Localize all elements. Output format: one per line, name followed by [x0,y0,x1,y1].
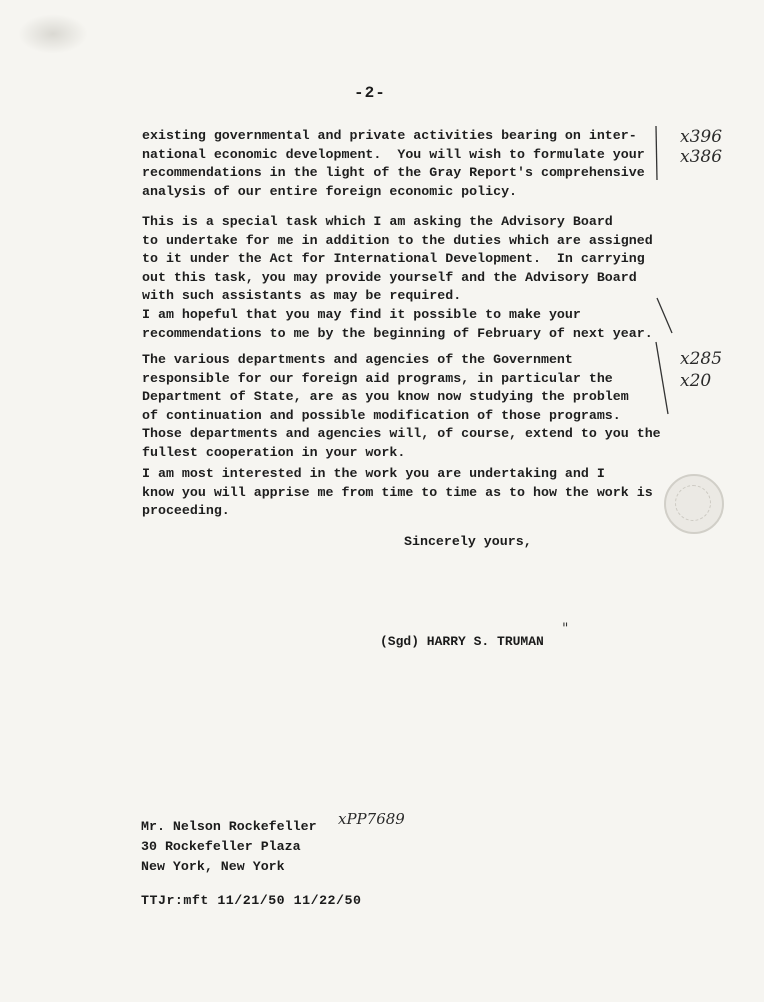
handwritten-address-note: xPP7689 [338,810,405,828]
paragraph-3: I am hopeful that you may find it possible to make your recommendations to me by the beginning of February of next year. [142,307,653,341]
paragraph-5: I am most interested in the work you are undertaking and I know you will apprise me from time to time as to how the work is proceeding. [142,466,653,518]
handwritten-note-1: x396 [680,127,723,147]
reference-initials: TTJr:mft 11/21/50 11/22/50 [141,893,362,908]
paragraph-4: The various departments and agencies of the Government responsible for our foreign aid programs, in particular the Department of State, are as you know now studying the problem of continuation and possible modification of those programs. Those departments and agencies will, of course, extend to you the fullest cooperation in your work. [142,352,661,460]
paper-smudge [18,14,88,54]
page-number: -2- [354,84,386,102]
handwritten-note-4: x20 [680,371,712,391]
handwritten-note-3: x285 [680,349,723,369]
signature: (Sgd) HARRY S. TRUMAN [380,634,544,649]
paragraph-1: existing governmental and private activities bearing on inter- national economic development. You will wish to formulate your recommendations in the light of the Gray Report's comprehensive analysis of our entire foreign economic policy. [142,128,645,199]
recipient-address [141,817,317,877]
closing: Sincerely yours, [404,534,532,549]
signature-mark: " [562,621,569,637]
recipient-street: 30 Rockefeller Plaza [141,839,301,854]
recipient-name: Mr. Nelson Rockefeller [141,819,317,834]
paragraph-2: This is a special task which I am asking the Advisory Board to undertake for me in addition to the duties which are assigned to it under the Act for International Development. In carrying out this task, you may provide yourself and the Advisory Board with such assistants as may be required. [142,214,653,303]
library-stamp [664,474,724,534]
handwritten-note-2: x386 [680,147,723,167]
recipient-city: New York, New York [141,859,285,874]
